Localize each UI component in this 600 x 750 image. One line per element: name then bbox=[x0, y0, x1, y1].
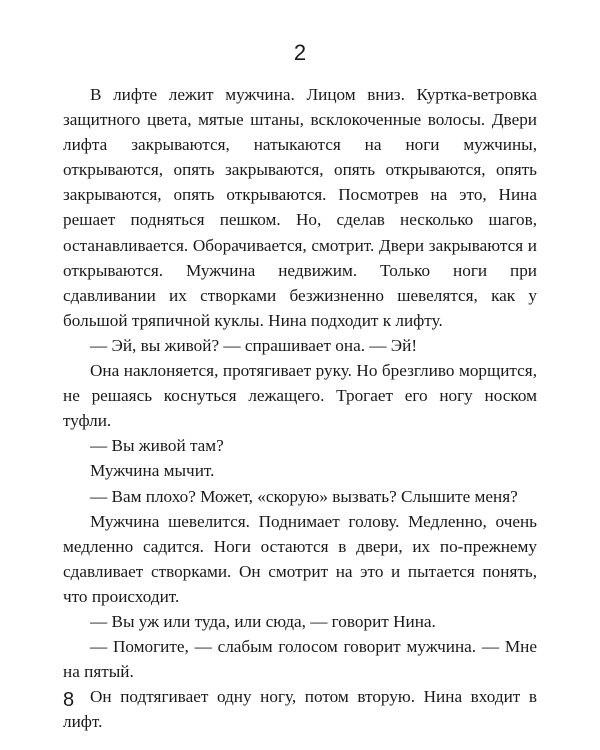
paragraph-6: — Вам плохо? Может, «скорую» вызвать? Слышите меня? bbox=[90, 486, 518, 506]
paragraph-3: Она наклоняется, протягивает руку. Но брезгливо морщится, не решаясь коснуться лежащего. Трогает его ногу носком туфли. bbox=[63, 361, 537, 431]
chapter-number: 2 bbox=[293, 40, 307, 65]
paragraph-1: В лифте лежит мужчина. Лицом вниз. Куртка-ветровка защитного цвета, мятые штаны, всклокоченные волосы. Двери лифта закрываются, натыкаются на ноги мужчины, открываются, опять закрываются, опять открываются, опять закрываются, опять открываются. Посмотрев на это, Нина решает подняться пешком. Но, сделав несколько шагов, останавливается. Оборачивается, смотрит. Двери закрываются и открываются. Мужчина недвижим. Только ноги при сдавливании их створками безжизненно шевелятся, как у большой тряпичной куклы. Нина подходит к лифту. bbox=[63, 85, 537, 330]
paragraph-2: — Эй, вы живой? — спрашивает она. — Эй! bbox=[90, 335, 418, 355]
paragraph-9: — Помогите, — слабым голосом говорит мужчина. — Мне на пятый. bbox=[63, 637, 537, 682]
page-number: 8 bbox=[63, 689, 75, 711]
paragraph-8: — Вы уж или туда, или сюда, — говорит Нина. bbox=[90, 611, 436, 631]
paragraph-7: Мужчина шевелится. Поднимает голову. Медленно, очень медленно садится. Ноги остаются в двери, их по-прежнему сдавливает створками. Он смотрит на это и пытается понять, что происходит. bbox=[63, 511, 537, 606]
paragraph-10: Он подтягивает одну ногу, потом вторую. Нина входит в лифт. bbox=[63, 687, 537, 732]
paragraph-5: Мужчина мычит. bbox=[90, 461, 215, 481]
paragraph-4: — Вы живой там? bbox=[90, 436, 224, 456]
body-text bbox=[63, 82, 537, 734]
